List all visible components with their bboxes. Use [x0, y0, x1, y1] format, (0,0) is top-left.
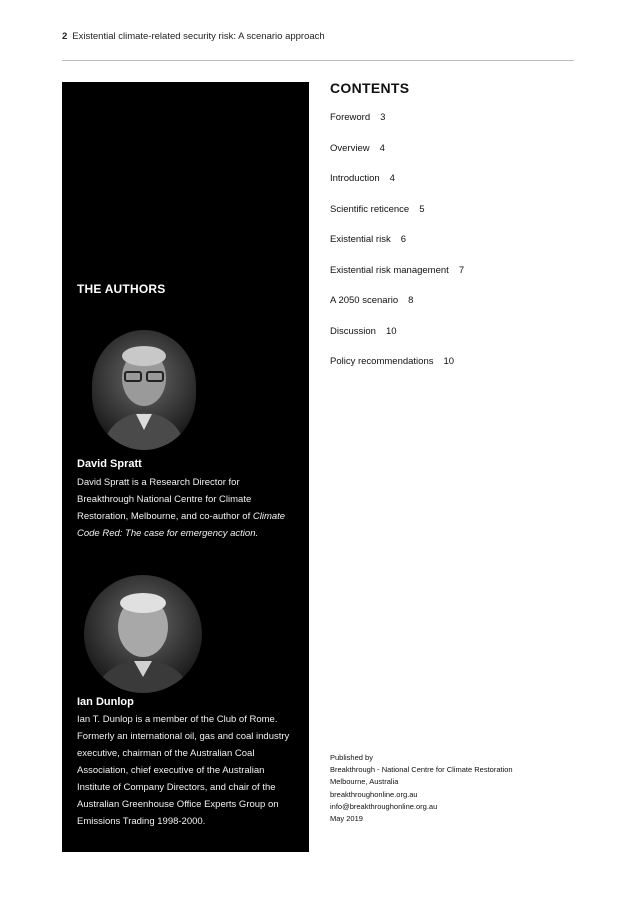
page-number: 2 — [62, 31, 68, 42]
publisher-website[interactable]: breakthroughonline.org.au — [330, 789, 418, 799]
toc-label: Discussion — [330, 325, 376, 337]
toc-entry[interactable] — [330, 112, 464, 143]
toc-entry[interactable] — [330, 173, 464, 204]
author-name: David Spratt — [77, 458, 142, 470]
publisher-email[interactable]: info@breakthroughonline.org.au — [330, 801, 438, 811]
author-photo-ian-dunlop — [84, 575, 202, 693]
author-name: Ian Dunlop — [77, 696, 134, 708]
toc-entry[interactable] — [330, 295, 464, 326]
toc-page-number: 10 — [385, 325, 397, 337]
book-title: Climate Code Red: The case for emergency action. — [77, 511, 286, 539]
toc-page-number: 4 — [389, 173, 395, 184]
toc-entry[interactable] — [330, 326, 464, 357]
publisher-location: Melbourne, Australia — [330, 777, 399, 787]
toc-label: Existential risk — [330, 234, 391, 245]
toc-label: Introduction — [330, 173, 380, 184]
authors-heading: THE AUTHORS — [77, 282, 166, 296]
toc-page-number: 3 — [380, 112, 386, 123]
publication-date: May 2019 — [330, 814, 363, 824]
toc-page-number: 10 — [443, 356, 455, 367]
header-divider — [62, 60, 574, 61]
contents-heading: CONTENTS — [330, 80, 410, 96]
toc-label: Overview — [330, 142, 370, 154]
toc-label: Existential risk management — [330, 264, 449, 276]
author-bio — [77, 474, 299, 542]
toc-page-number: 8 — [408, 295, 414, 306]
toc-page-number: 6 — [400, 234, 407, 245]
authors-panel — [62, 82, 309, 852]
toc-label: A 2050 scenario — [330, 295, 399, 306]
toc-page-number: 5 — [419, 203, 425, 215]
portrait-silhouette — [84, 575, 202, 693]
author-photo-david-spratt — [92, 330, 196, 450]
author-bio-text: David Spratt is a Research Director for Breakthrough National Centre for Climate Restoration, Melbourne, and co-author of — [77, 477, 253, 522]
portrait-silhouette — [92, 330, 196, 450]
toc-page-number: 7 — [458, 264, 465, 276]
toc-page-number: 4 — [379, 142, 385, 154]
toc-entry[interactable] — [330, 356, 464, 387]
toc-entry[interactable] — [330, 265, 464, 296]
published-by-label: Published by — [330, 753, 373, 762]
toc-entry[interactable] — [330, 234, 464, 265]
running-title: Existential climate-related security risk: A scenario approach — [72, 31, 325, 42]
toc-entry[interactable] — [330, 143, 464, 174]
author-bio: Ian T. Dunlop is a member of the Club of Rome. Formerly an international oil, gas and coal industry executive, chairman of the Australian Coal Association, chief executive of the Australian Institute of Company Directors, and chair of the Australian Greenhouse Office Experts Group on Emissions Trading 1998-2000. — [77, 714, 290, 827]
toc-entry[interactable] — [330, 204, 464, 235]
toc-label: Policy recommendations — [330, 356, 434, 367]
publisher-name: Breakthrough - National Centre for Climate Restoration — [330, 765, 513, 775]
toc-label: Scientific reticence — [330, 203, 410, 215]
table-of-contents — [330, 112, 464, 387]
toc-label: Foreword — [330, 112, 371, 123]
publisher-info — [330, 752, 513, 825]
running-header — [62, 31, 325, 42]
